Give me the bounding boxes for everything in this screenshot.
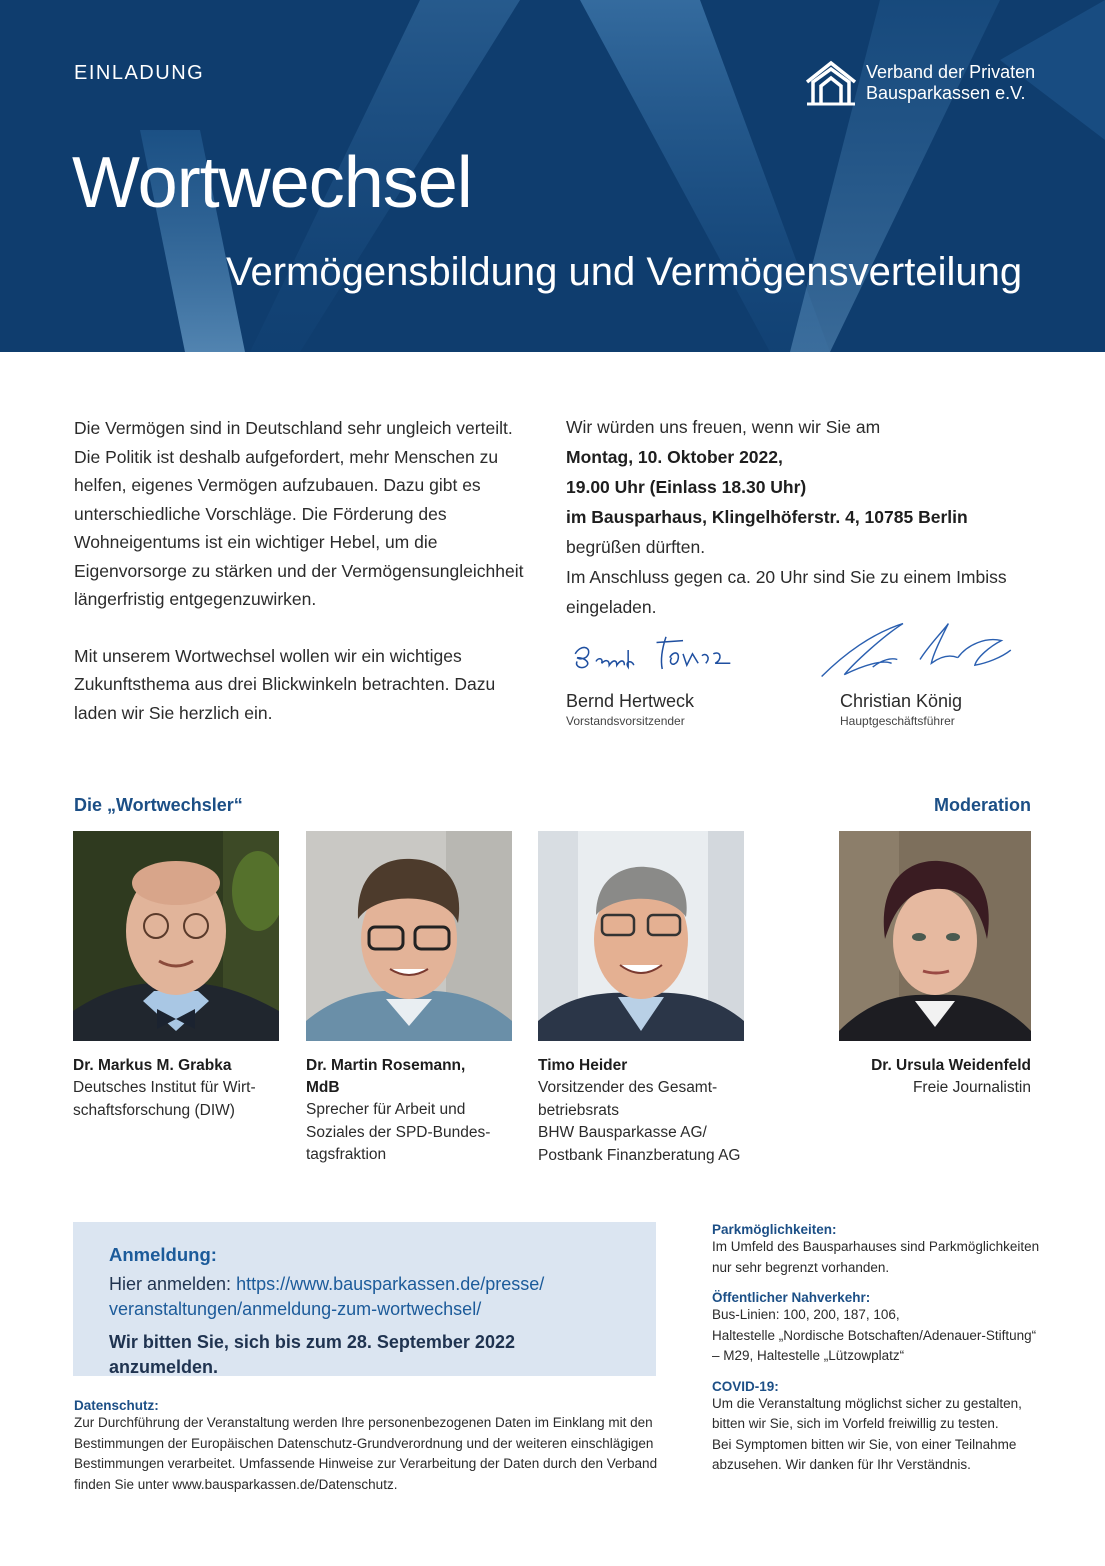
covid-heading: COVID-19: bbox=[712, 1378, 779, 1394]
event-date: Montag, 10. Oktober 2022, bbox=[566, 447, 783, 467]
header-banner bbox=[0, 0, 1105, 352]
moderator-name: Dr. Ursula Weidenfeld bbox=[871, 1057, 1031, 1074]
moderator-card bbox=[839, 831, 1031, 1100]
covid-text: Um die Veranstaltung möglichst sicher zu gestalten, bitten wir Sie, sich im Vorfeld freiwillig zu testen. Bei Symptomen bitten wir Sie, von einer Teilnahme abzusehen. Wir danken für Ihr Verständnis. bbox=[712, 1395, 1022, 1472]
speaker-name: Dr. Markus M. Grabka bbox=[73, 1057, 232, 1074]
registration-box bbox=[73, 1222, 656, 1376]
speaker-card bbox=[306, 831, 512, 1167]
transit-text: Bus-Linien: 100, 200, 187, 106, Haltestelle „Nordische Botschaften/Adenauer-Stiftung“ – M29, Haltestelle „Lützowplatz“ bbox=[712, 1307, 1037, 1363]
privacy-text: Zur Durchführung der Veranstaltung werden Ihre personenbezogenen Daten im Einklang mit den Bestimmungen der Europäischen Datenschutz-Grundverordnung und der weiteren einschlägigen Bestimmungen verarbeitet. Umfassende Hinweise zur Verarbeitung der Daten durch den Verband finden Sie unter www.bausparkassen.de/Datenschutz. bbox=[74, 1415, 658, 1492]
registration-link-continued[interactable]: veranstaltungen/anmeldung-zum-wortwechsel/ bbox=[109, 1299, 482, 1319]
signer-2 bbox=[810, 616, 1030, 728]
signature-bernd-hertweck bbox=[566, 616, 766, 686]
moderation-heading: Moderation bbox=[934, 795, 1031, 815]
parking-heading: Parkmöglichkeiten: bbox=[712, 1222, 837, 1237]
speaker-card bbox=[73, 831, 279, 1122]
moderator-description: Freie Journalistin bbox=[912, 1079, 1031, 1096]
transit-info bbox=[712, 1290, 1042, 1367]
privacy-notice bbox=[74, 1398, 664, 1495]
parking-text: Im Umfeld des Bausparhauses sind Parkmöglichkeiten nur sehr begrenzt vorhanden. bbox=[712, 1239, 1040, 1275]
invite-line: Wir würden uns freuen, wenn wir Sie am bbox=[566, 417, 881, 437]
speaker-description: Sprecher für Arbeit und Soziales der SPD-Bundes- tagsfraktion bbox=[306, 1101, 491, 1163]
signer-1-name: Bernd Hertweck bbox=[566, 691, 695, 711]
followup-line: Im Anschluss gegen ca. 20 Uhr sind Sie zu einem Imbiss eingeladen. bbox=[566, 567, 1007, 617]
speaker-photo bbox=[306, 831, 512, 1041]
logo-line-1: Verband der Privaten bbox=[866, 62, 1036, 82]
page-subtitle: Vermögensbildung und Vermögensverteilung bbox=[226, 250, 1023, 294]
registration-deadline: Wir bitten Sie, sich bis zum 28. September 2022 anzumelden. bbox=[109, 1332, 515, 1377]
registration-prefix: Hier anmelden: bbox=[109, 1274, 237, 1294]
practical-info bbox=[712, 1222, 1042, 1476]
covid-info bbox=[712, 1379, 1042, 1476]
kicker-label: EINLADUNG bbox=[74, 62, 205, 84]
house-logo-icon bbox=[804, 60, 858, 106]
speaker-name: Timo Heider bbox=[538, 1057, 628, 1074]
speaker-photo bbox=[73, 831, 279, 1041]
greeting-line: begrüßen dürften. bbox=[566, 537, 706, 557]
intro-paragraph-1: Die Vermögen sind in Deutschland sehr ungleich verteilt. Die Politik ist deshalb aufgefordert, mehr Menschen zu helfen, eigenes Vermögen aufzubauen. Dazu gibt es unterschiedliche Vorschläge. Die Förderung des Wohneigentums ist ein wichtiger Hebel, um die Eigenvorsorge zu stärken und der Vermögensungleichheit längerfristig entgegenzuwirken. bbox=[74, 418, 524, 609]
event-details bbox=[566, 412, 1036, 622]
speaker-description: Deutsches Institut für Wirt- schaftsforschung (DIW) bbox=[73, 1079, 256, 1119]
registration-heading: Anmeldung: bbox=[109, 1244, 217, 1265]
intro-text bbox=[74, 414, 524, 727]
association-logo bbox=[804, 60, 1035, 106]
parking-info bbox=[712, 1222, 1042, 1278]
signer-1 bbox=[566, 616, 766, 728]
speaker-photo bbox=[538, 831, 744, 1041]
registration-link[interactable]: https://www.bausparkassen.de/presse/ bbox=[236, 1274, 545, 1294]
page-title: Wortwechsel bbox=[72, 143, 472, 223]
speaker-name: Dr. Martin Rosemann, MdB bbox=[306, 1057, 466, 1096]
signer-2-role: Hauptgeschäftsführer bbox=[840, 714, 955, 728]
speakers-heading: Die „Wortwechsler“ bbox=[74, 795, 243, 815]
logo-line-2: Bausparkassen e.V. bbox=[866, 83, 1026, 103]
signature-christian-koenig bbox=[810, 616, 1030, 686]
event-time: 19.00 Uhr (Einlass 18.30 Uhr) bbox=[566, 477, 807, 497]
signer-1-role: Vorstandsvorsitzender bbox=[566, 714, 685, 728]
signer-2-name: Christian König bbox=[840, 691, 963, 711]
moderator-photo bbox=[839, 831, 1031, 1041]
intro-paragraph-2: Mit unserem Wortwechsel wollen wir ein wichtiges Zukunftsthema aus drei Blickwinkeln betrachten. Dazu laden wir Sie herzlich ein. bbox=[74, 645, 496, 723]
speaker-description: Vorsitzender des Gesamt- betriebsrats BHW Bausparkasse AG/ Postbank Finanzberatung AG bbox=[538, 1079, 741, 1164]
event-location: im Bausparhaus, Klingelhöferstr. 4, 10785 Berlin bbox=[566, 507, 968, 527]
privacy-heading: Datenschutz: bbox=[74, 1398, 159, 1413]
transit-heading: Öffentlicher Nahverkehr: bbox=[712, 1290, 871, 1305]
speaker-card bbox=[538, 831, 744, 1167]
